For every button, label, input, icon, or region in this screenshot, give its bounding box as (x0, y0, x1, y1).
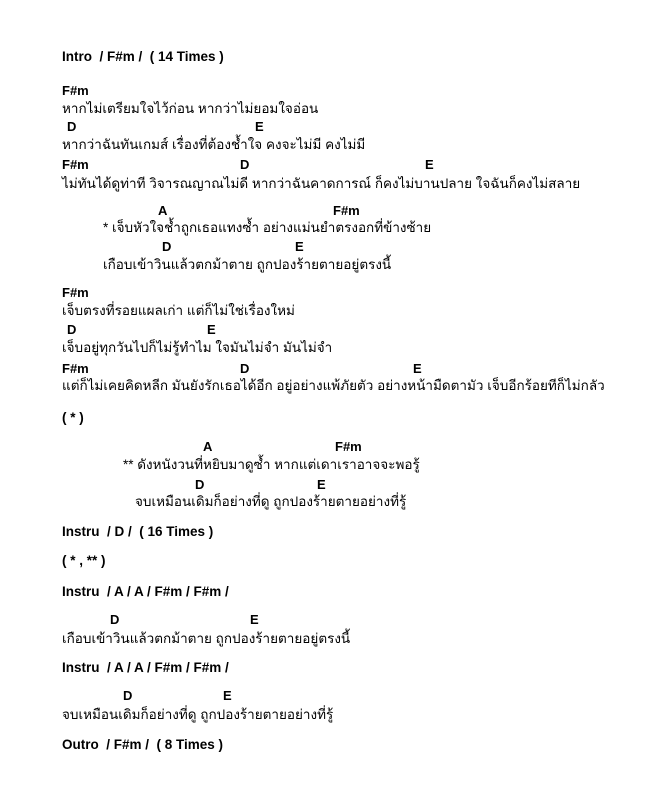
chord-label: F#m (335, 439, 362, 454)
chord-label: E (207, 322, 216, 337)
lyric-line: หากว่าฉันทันเกมส์ เรื่องที่ต้องช้ำใจ คงจะไม่มี คงไม่มี (62, 137, 366, 152)
chord-label: F#m (62, 83, 89, 98)
chord-label: E (223, 688, 232, 703)
chord-label: D (67, 119, 77, 134)
chord-label: F#m (62, 157, 89, 172)
chord-label: A (158, 203, 168, 218)
chord-label: E (317, 477, 326, 492)
chord-label: F#m (333, 203, 360, 218)
chord-line (0, 157, 661, 172)
lyric-line: เจ็บตรงที่รอยแผลเก่า แต่ก็ไม่ใช่เรื่องใหม่ (62, 303, 295, 318)
section-header-instru-a1: Instru / A / A / F#m / F#m / (62, 584, 229, 599)
chord-label: D (67, 322, 77, 337)
section-header-instru-a2: Instru / A / A / F#m / F#m / (62, 660, 229, 675)
lyric-line: เกือบเข้าวินแล้วตกม้าตาย ถูกปองร้ายตายอยู่ตรงนี้ (62, 631, 351, 646)
chord-line (0, 322, 661, 337)
section-header-intro: Intro / F#m / ( 14 Times ) (62, 49, 224, 64)
lyric-line: หากไม่เตรียมใจไว้ก่อน หากว่าไม่ยอมใจอ่อน (62, 101, 319, 116)
lyric-line: จบเหมือนเดิมก็อย่างที่ดู ถูกปองร้ายตายอย่างที่รู้ (62, 707, 334, 722)
chord-label: D (123, 688, 133, 703)
lyric-line: * เจ็บหัวใจช้ำถูกเธอแทงซ้ำ อย่างแม่นยำตรงอกที่ข้างซ้าย (103, 220, 432, 235)
chord-label: E (255, 119, 264, 134)
repeat-marker-star: ( * ) (62, 410, 84, 425)
section-header-outro: Outro / F#m / ( 8 Times ) (62, 737, 224, 752)
chord-label: E (425, 157, 434, 172)
chord-label: D (240, 361, 250, 376)
chord-line (0, 285, 661, 300)
chord-line (0, 477, 661, 492)
chord-label: A (203, 439, 213, 454)
chord-line (0, 239, 661, 254)
lyric-line: จบเหมือนเดิมก็อย่างที่ดู ถูกปองร้ายตายอย่างที่รู้ (135, 494, 407, 509)
chord-line (0, 119, 661, 134)
lyric-line: ไม่ทันได้ดูท่าที วิจารณญาณไม่ดี หากว่าฉันคาดการณ์ ก็คงไม่บานปลาย ใจฉันก็คงไม่สลาย (62, 176, 581, 191)
chord-label: D (240, 157, 250, 172)
chord-line (0, 439, 661, 454)
lyric-line: ** ดังหนังวนที่หยิบมาดูซ้ำ หากแต่เดาเราอาจจะพอรู้ (123, 457, 420, 472)
lyric-line: เกือบเข้าวินแล้วตกม้าตาย ถูกปองร้ายตายอยู่ตรงนี้ (103, 257, 392, 272)
repeat-marker-star-doublestar: ( * , ** ) (62, 553, 106, 568)
chord-label: E (413, 361, 422, 376)
chord-label: D (110, 612, 120, 627)
chord-label: F#m (62, 361, 89, 376)
lyric-line: เจ็บอยู่ทุกวันไปก็ไม่รู้ทำไม ใจมันไม่จำ มันไม่จำ (62, 340, 333, 355)
chord-label: D (162, 239, 172, 254)
chord-label: F#m (62, 285, 89, 300)
chord-label: E (295, 239, 304, 254)
chord-line (0, 203, 661, 218)
lyric-line: แต่ก็ไม่เคยคิดหลีก มันยังรักเธอได้อีก อยู่อย่างแพ้ภัยตัว อย่างหน้ามืดตามัว เจ็บอีกร้อยทีก็ไม่กลัว (62, 378, 605, 393)
chord-line (0, 612, 661, 627)
section-header-instru-d: Instru / D / ( 16 Times ) (62, 524, 214, 539)
chord-label: D (195, 477, 205, 492)
chord-line (0, 361, 661, 376)
chord-line (0, 688, 661, 703)
chord-line (0, 83, 661, 98)
chord-label: E (250, 612, 259, 627)
